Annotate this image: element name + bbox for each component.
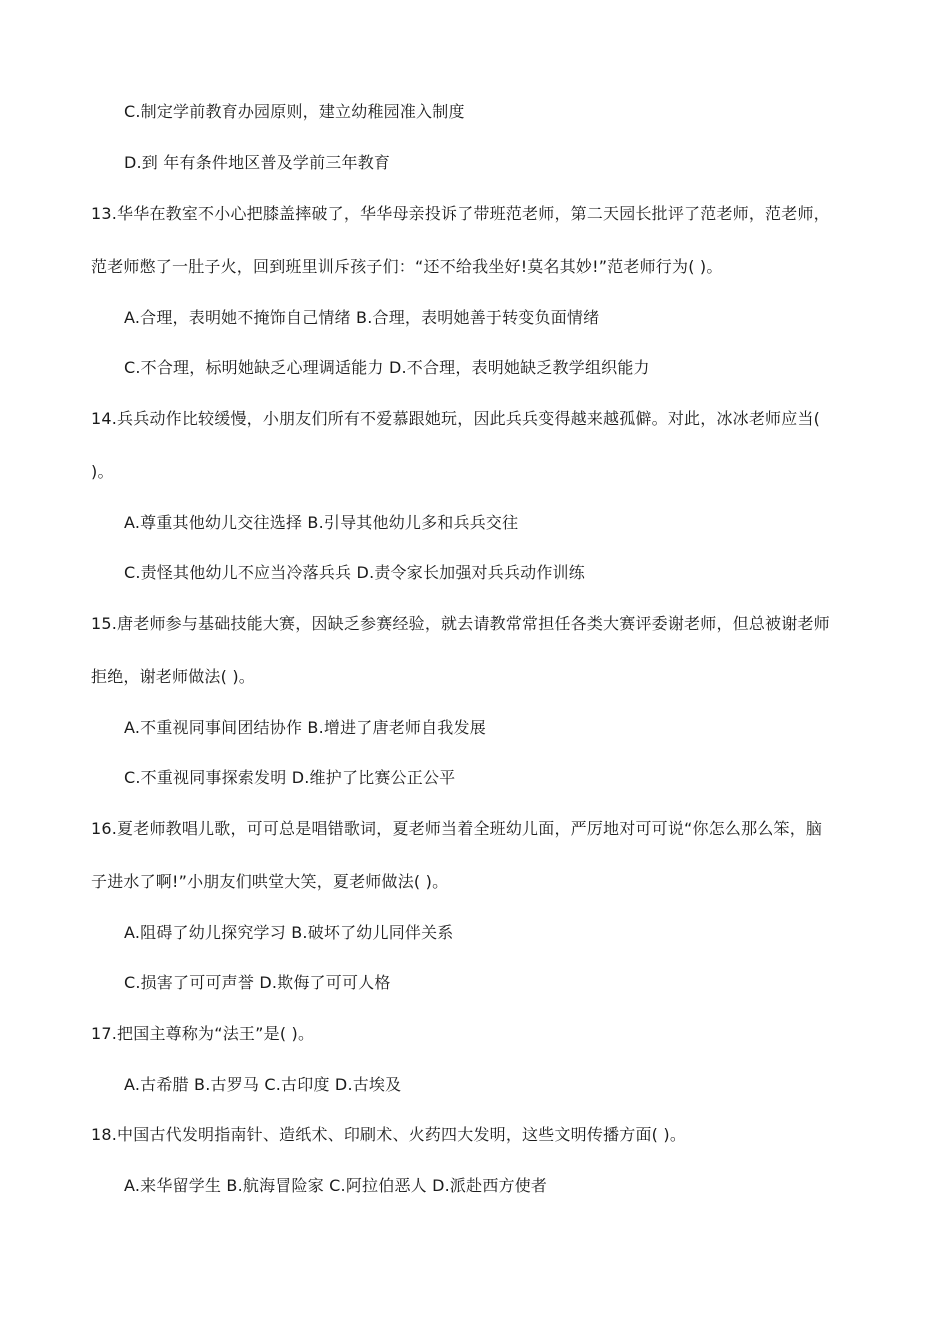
- option-line-12d: D.到 年有条件地区普及学前三年教育: [124, 153, 391, 172]
- option-line-14cd: C.责怪其他幼儿不应当冷落兵兵 D.责令家长加强对兵兵动作训练: [124, 563, 585, 582]
- option-line-13ab: A.合理，表明她不掩饰自己情绪 B.合理，表明她善于转变负面情绪: [124, 308, 600, 327]
- question-16-line-2: 子进水了啊!”小朋友们哄堂大笑，夏老师做法( )。: [91, 872, 449, 891]
- option-line-15ab: A.不重视同事间团结协作 B.增进了唐老师自我发展: [124, 718, 486, 737]
- question-13-line-2: 范老师憋了一肚子火，回到班里训斥孩子们：“还不给我坐好!莫名其妙!”范老师行为( )。: [91, 257, 723, 276]
- option-line-16ab: A.阻碍了幼儿探究学习 B.破坏了幼儿同伴关系: [124, 923, 454, 942]
- question-14-line-1: 14.兵兵动作比较缓慢，小朋友们所有不爱慕跟她玩，因此兵兵变得越来越孤僻。对此，冰冰老师应当(: [91, 409, 821, 428]
- option-line-15cd: C.不重视同事探索发明 D.维护了比赛公正公平: [124, 768, 456, 787]
- question-13-line-1: 13.华华在教室不小心把膝盖摔破了，华华母亲投诉了带班范老师，第二天园长批评了范老师，范老师，: [91, 204, 830, 223]
- option-line-17: A.古希腊 B.古罗马 C.古印度 D.古埃及: [124, 1075, 402, 1094]
- question-17: 17.把国主尊称为“法王”是( )。: [91, 1024, 315, 1043]
- question-16-line-1: 16.夏老师教唱儿歌，可可总是唱错歌词，夏老师当着全班幼儿面，严厉地对可可说“你怎么那么笨，脑: [91, 819, 823, 838]
- question-15-line-1: 15.唐老师参与基础技能大赛，因缺乏参赛经验，就去请教常常担任各类大赛评委谢老师，但总被谢老师: [91, 614, 830, 633]
- option-line-18: A.来华留学生 B.航海冒险家 C.阿拉伯恶人 D.派赴西方使者: [124, 1176, 548, 1195]
- question-14-line-2: )。: [91, 462, 114, 481]
- option-line-16cd: C.损害了可可声誉 D.欺侮了可可人格: [124, 973, 391, 992]
- question-18: 18.中国古代发明指南针、造纸术、印刷术、火药四大发明，这些文明传播方面( )。: [91, 1125, 687, 1144]
- option-line-14ab: A.尊重其他幼儿交往选择 B.引导其他幼儿多和兵兵交往: [124, 513, 519, 532]
- option-line-12c: C.制定学前教育办园原则，建立幼稚园准入制度: [124, 102, 465, 121]
- question-15-line-2: 拒绝，谢老师做法( )。: [91, 667, 255, 686]
- option-line-13cd: C.不合理，标明她缺乏心理调适能力 D.不合理，表明她缺乏教学组织能力: [124, 358, 650, 377]
